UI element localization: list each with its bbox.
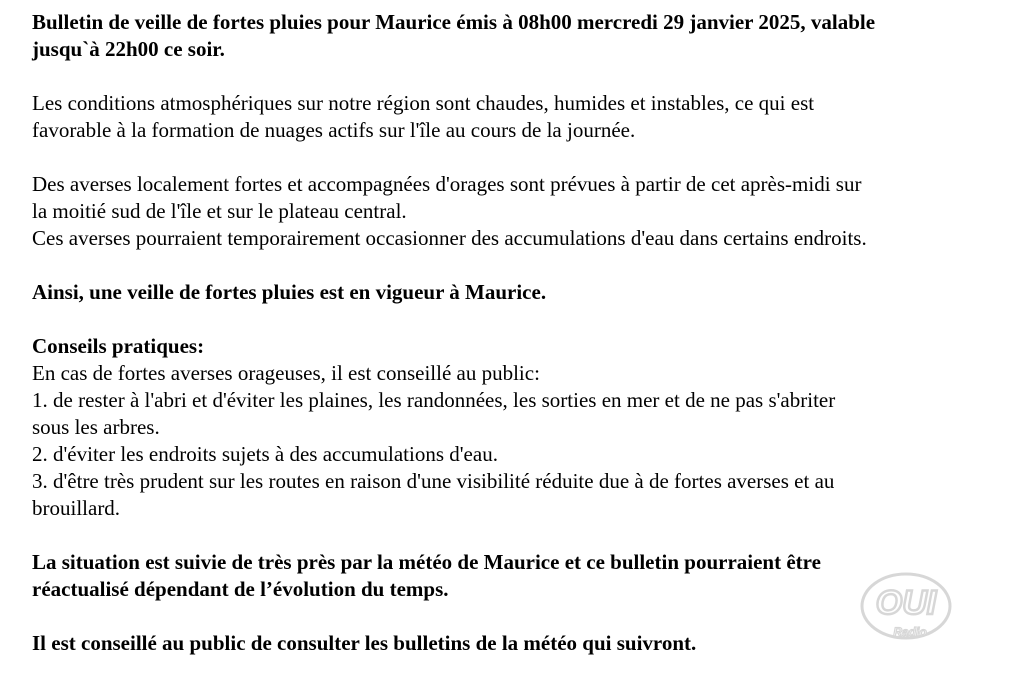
advice-line: 3. d'être très prudent sur les routes en raison d'une visibilité réduite due à de fortes averses et au <box>32 469 835 493</box>
closing-statement: Il est conseillé au public de consulter les bulletins de la météo qui suivront. <box>32 631 697 655</box>
text-line: Les conditions atmosphériques sur notre région sont chaudes, humides et instables, ce qui est <box>32 91 815 115</box>
advice-line: sous les arbres. <box>32 415 160 439</box>
spacer <box>32 306 992 333</box>
radio-logo-watermark-icon <box>858 566 968 646</box>
watermark-logo-text: OUI <box>875 584 937 622</box>
spacer <box>32 144 992 171</box>
text-line: la moitié sud de l'île et sur le plateau central. <box>32 199 407 223</box>
paragraph-conditions <box>32 90 992 144</box>
spacer <box>32 603 992 630</box>
bulletin-document <box>32 9 992 657</box>
advice-line: brouillard. <box>32 496 121 520</box>
advice-intro: En cas de fortes averses orageuses, il est conseillé au public: <box>32 361 540 385</box>
watermark-sub-text: Radio <box>893 625 927 639</box>
advice-heading: Conseils pratiques: <box>32 334 205 358</box>
text-line: favorable à la formation de nuages actifs sur l'île au cours de la journée. <box>32 118 636 142</box>
title-line: Bulletin de veille de fortes pluies pour Maurice émis à 08h00 mercredi 29 janvier 2025, valable <box>32 10 876 34</box>
text-line: Des averses localement fortes et accompagnées d'orages sont prévues à partir de cet après-midi sur <box>32 172 862 196</box>
advice-list <box>32 387 992 522</box>
title-line: jusqu`à 22h00 ce soir. <box>32 37 225 61</box>
text-line: réactualisé dépendant de l’évolution du temps. <box>32 577 449 601</box>
advice-line: 2. d'éviter les endroits sujets à des accumulations d'eau. <box>32 442 498 466</box>
vigilance-statement: Ainsi, une veille de fortes pluies est en vigueur à Maurice. <box>32 280 547 304</box>
text-line: Ces averses pourraient temporairement occasionner des accumulations d'eau dans certains endroits. <box>32 226 867 250</box>
followup-statement <box>32 549 992 603</box>
bulletin-title <box>32 9 992 63</box>
text-line: La situation est suivie de très près par la météo de Maurice et ce bulletin pourraient être <box>32 550 821 574</box>
spacer <box>32 522 992 549</box>
advice-line: 1. de rester à l'abri et d'éviter les plaines, les randonnées, les sorties en mer et de ne pas s'abriter <box>32 388 836 412</box>
paragraph-forecast <box>32 171 992 252</box>
spacer <box>32 252 992 279</box>
spacer <box>32 63 992 90</box>
